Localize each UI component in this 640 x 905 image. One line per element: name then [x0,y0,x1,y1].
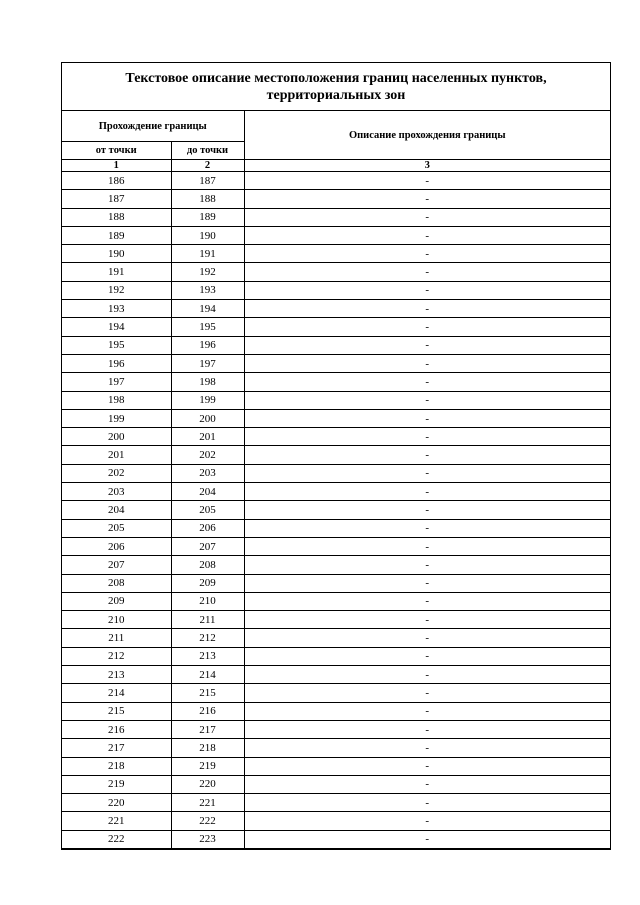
document-title [62,63,610,111]
cell-description: - [244,666,610,684]
cell-to-point: 196 [171,336,244,354]
cell-from-point: 194 [62,318,171,336]
cell-from-point: 201 [62,446,171,464]
table-row [62,647,610,665]
cell-from-point: 207 [62,556,171,574]
cell-from-point: 191 [62,263,171,281]
table-row [62,592,610,610]
cell-from-point: 200 [62,428,171,446]
cell-from-point: 192 [62,281,171,299]
cell-description: - [244,775,610,793]
table-row [62,354,610,372]
table-row [62,775,610,793]
cell-from-point: 218 [62,757,171,775]
cell-description: - [244,263,610,281]
cell-to-point: 198 [171,373,244,391]
cell-to-point: 188 [171,190,244,208]
cell-to-point: 204 [171,483,244,501]
cell-from-point: 193 [62,300,171,318]
cell-from-point: 186 [62,172,171,190]
cell-from-point: 187 [62,190,171,208]
title-line-1: Текстовое описание местоположения границ населенных пунктов, [125,70,547,86]
cell-description: - [244,812,610,830]
cell-description: - [244,409,610,427]
table-row [62,391,610,409]
cell-to-point: 201 [171,428,244,446]
table-row [62,483,610,501]
table-body [62,172,610,849]
table-row [62,629,610,647]
table-row [62,684,610,702]
table-row [62,556,610,574]
cell-description: - [244,647,610,665]
column-number-3: 3 [244,160,610,172]
cell-from-point: 197 [62,373,171,391]
cell-from-point: 221 [62,812,171,830]
cell-to-point: 212 [171,629,244,647]
cell-from-point: 210 [62,611,171,629]
cell-from-point: 214 [62,684,171,702]
cell-to-point: 207 [171,537,244,555]
cell-description: - [244,574,610,592]
cell-to-point: 221 [171,794,244,812]
table-row [62,757,610,775]
cell-from-point: 204 [62,501,171,519]
cell-from-point: 189 [62,226,171,244]
cell-to-point: 193 [171,281,244,299]
table-row [62,611,610,629]
cell-description: - [244,336,610,354]
cell-to-point: 206 [171,519,244,537]
header-to-point: до точки [171,142,244,160]
cell-to-point: 211 [171,611,244,629]
table-row [62,208,610,226]
cell-to-point: 195 [171,318,244,336]
cell-to-point: 210 [171,592,244,610]
cell-to-point: 215 [171,684,244,702]
table-row [62,830,610,848]
cell-from-point: 213 [62,666,171,684]
table-row [62,574,610,592]
cell-description: - [244,226,610,244]
cell-to-point: 189 [171,208,244,226]
cell-to-point: 216 [171,702,244,720]
cell-from-point: 196 [62,354,171,372]
cell-description: - [244,592,610,610]
cell-description: - [244,537,610,555]
cell-to-point: 218 [171,739,244,757]
header-description: Описание прохождения границы [244,111,610,160]
cell-from-point: 222 [62,830,171,848]
cell-description: - [244,373,610,391]
cell-description: - [244,172,610,190]
cell-to-point: 199 [171,391,244,409]
cell-from-point: 216 [62,720,171,738]
cell-description: - [244,611,610,629]
cell-from-point: 199 [62,409,171,427]
cell-from-point: 211 [62,629,171,647]
cell-description: - [244,629,610,647]
cell-to-point: 214 [171,666,244,684]
title-line-2: территориальных зон [266,87,406,103]
document-frame [61,62,611,850]
table-row [62,794,610,812]
cell-to-point: 191 [171,245,244,263]
cell-to-point: 192 [171,263,244,281]
cell-description: - [244,556,610,574]
cell-description: - [244,830,610,848]
table-row [62,409,610,427]
cell-from-point: 198 [62,391,171,409]
table-row [62,226,610,244]
cell-description: - [244,428,610,446]
cell-to-point: 209 [171,574,244,592]
table-row [62,245,610,263]
cell-to-point: 222 [171,812,244,830]
table-row [62,172,610,190]
cell-from-point: 209 [62,592,171,610]
cell-description: - [244,739,610,757]
cell-from-point: 188 [62,208,171,226]
table-row [62,666,610,684]
table-row [62,318,610,336]
cell-description: - [244,281,610,299]
column-number-2: 2 [171,160,244,172]
cell-to-point: 205 [171,501,244,519]
cell-to-point: 213 [171,647,244,665]
cell-from-point: 202 [62,464,171,482]
cell-from-point: 195 [62,336,171,354]
boundary-table [62,111,610,849]
cell-from-point: 206 [62,537,171,555]
cell-description: - [244,354,610,372]
table-row [62,812,610,830]
table-row [62,537,610,555]
cell-from-point: 215 [62,702,171,720]
table-row [62,263,610,281]
cell-description: - [244,519,610,537]
header-boundary-passage: Прохождение границы [62,111,244,142]
cell-to-point: 217 [171,720,244,738]
cell-description: - [244,702,610,720]
cell-to-point: 203 [171,464,244,482]
cell-description: - [244,501,610,519]
table-row [62,190,610,208]
cell-description: - [244,300,610,318]
table-row [62,501,610,519]
cell-to-point: 223 [171,830,244,848]
cell-to-point: 220 [171,775,244,793]
cell-from-point: 208 [62,574,171,592]
cell-from-point: 219 [62,775,171,793]
table-row [62,336,610,354]
cell-description: - [244,245,610,263]
table-row [62,720,610,738]
cell-description: - [244,794,610,812]
table-row [62,464,610,482]
table-row [62,519,610,537]
cell-from-point: 190 [62,245,171,263]
cell-from-point: 205 [62,519,171,537]
cell-to-point: 197 [171,354,244,372]
cell-from-point: 220 [62,794,171,812]
cell-from-point: 203 [62,483,171,501]
table-row [62,739,610,757]
cell-to-point: 200 [171,409,244,427]
cell-from-point: 212 [62,647,171,665]
cell-to-point: 187 [171,172,244,190]
cell-to-point: 190 [171,226,244,244]
table-row [62,281,610,299]
table-row [62,373,610,391]
cell-description: - [244,318,610,336]
header-from-point: от точки [62,142,171,160]
cell-description: - [244,391,610,409]
table-row [62,702,610,720]
cell-to-point: 194 [171,300,244,318]
cell-description: - [244,208,610,226]
table-row [62,300,610,318]
table-row [62,446,610,464]
column-number-1: 1 [62,160,171,172]
table-row [62,428,610,446]
cell-description: - [244,684,610,702]
cell-to-point: 219 [171,757,244,775]
cell-from-point: 217 [62,739,171,757]
cell-to-point: 208 [171,556,244,574]
cell-description: - [244,446,610,464]
cell-to-point: 202 [171,446,244,464]
cell-description: - [244,757,610,775]
cell-description: - [244,190,610,208]
cell-description: - [244,720,610,738]
cell-description: - [244,483,610,501]
cell-description: - [244,464,610,482]
